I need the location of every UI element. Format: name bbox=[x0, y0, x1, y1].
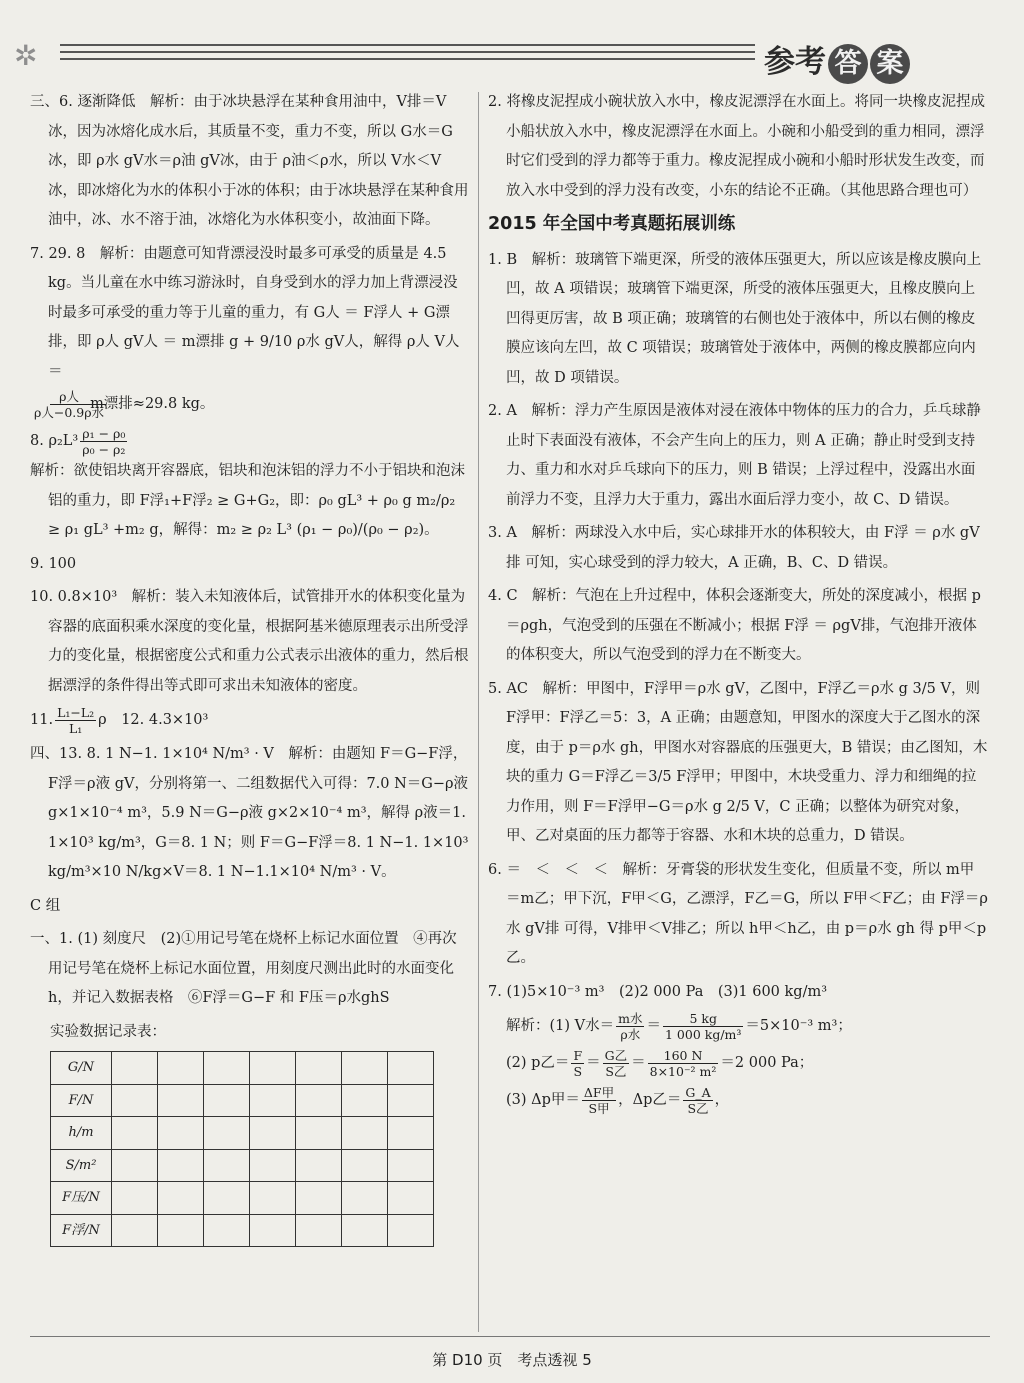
section-title: 2015 年全国中考真题拓展训练 bbox=[488, 214, 736, 234]
table-cell bbox=[204, 1182, 250, 1215]
table-cell bbox=[204, 1117, 250, 1150]
table-cell bbox=[388, 1084, 434, 1117]
header-title-circle-2: 案 bbox=[870, 44, 910, 84]
answer-r1: 1. B 解析：玻璃管下端更深，所受的液体压强更大，所以应该是橡皮膜向上凹，故 A 项错误；玻璃管下端更深，所受的液体压强更大，且橡皮膜向上凹得更厉害，故 B 项正确；玻璃管的右侧也处于液体中，所以右侧的橡皮膜应该向左凹，故 C 项错误；玻璃管处于液体中，两侧的橡皮膜都应向内凹，故 D 项错误。 bbox=[488, 251, 982, 386]
answer-q13: 四、13. 8. 1 N−1. 1×10⁴ N/m³ · V 解析：由题知 F＝G−F浮，F浮＝ρ液 gV，分别将第一、二组数据代入可得：7.0 N＝G−ρ液 g×1×10⁻⁴ m³，5.9 N＝G−ρ液 g×2×10⁻⁴ m³，解得 ρ液＝1. 1×10³ kg/m³，G＝8. 1 N；则 F＝G−F浮＝8. 1 N−1. 1×10³ kg/m³×10 N/kg×V＝8. 1 N−1.1×10⁴ N/m³ · V。 bbox=[30, 746, 469, 880]
solution-3-pre: (3) Δp甲＝ bbox=[506, 1091, 580, 1108]
table-cell bbox=[296, 1084, 342, 1117]
fraction-num: F bbox=[573, 1048, 583, 1063]
table-cell bbox=[112, 1214, 158, 1247]
table-cell bbox=[250, 1084, 296, 1117]
table-cell bbox=[204, 1149, 250, 1182]
table-row bbox=[51, 1149, 434, 1182]
answer-r3: 3. A 解析：两球没入水中后，实心球排开水的体积较大，由 F浮 ＝ ρ水 gV排 可知，实心球受到的浮力较大，A 正确，B、C、D 错误。 bbox=[488, 525, 980, 571]
solution-1-pre: 解析：(1) V水＝ bbox=[506, 1017, 615, 1034]
equals-sign: ＝ bbox=[631, 1054, 646, 1071]
table-caption: 实验数据记录表： bbox=[50, 1023, 166, 1040]
table-cell bbox=[158, 1182, 204, 1215]
table-cell bbox=[342, 1182, 388, 1215]
solution-line-2 bbox=[488, 1048, 988, 1079]
footer-rule bbox=[30, 1336, 990, 1337]
table-cell bbox=[342, 1052, 388, 1085]
answer-q9: 9. 100 bbox=[30, 555, 77, 572]
table-row-header: S/m² bbox=[51, 1149, 112, 1182]
table-cell bbox=[112, 1149, 158, 1182]
solution-2-tail: ＝2 000 Pa； bbox=[720, 1054, 814, 1071]
table-row bbox=[51, 1084, 434, 1117]
fraction-den: S甲 bbox=[588, 1101, 610, 1116]
solution-line-3 bbox=[488, 1085, 988, 1116]
fraction-den: S乙 bbox=[687, 1101, 709, 1116]
table-row bbox=[51, 1182, 434, 1215]
fraction-den: 8×10⁻² m² bbox=[649, 1064, 717, 1079]
table-row-header: F/N bbox=[51, 1084, 112, 1117]
header-title-prefix: 参考 bbox=[764, 44, 826, 80]
fraction-num: ΔF甲 bbox=[583, 1085, 615, 1100]
table-cell bbox=[342, 1149, 388, 1182]
table-cell bbox=[296, 1214, 342, 1247]
table-row bbox=[51, 1214, 434, 1247]
answer-q7-formula bbox=[34, 389, 470, 420]
fraction bbox=[616, 1011, 644, 1042]
answer-q6: 三、6. 逐渐降低 解析：由于冰块悬浮在某种食用油中，V排＝V冰，因为冰熔化成水后，其质量不变，重力不变，所以 G水＝G冰，即 ρ水 gV水＝ρ油 gV冰，由于 ρ油＜ρ水，所以 V水＜V冰，即冰熔化为水的体积小于冰的体积；由于冰块悬浮在某种食用油中，冰、水不溶于油，冰熔化为水体积变小，故油面下降。 bbox=[30, 94, 469, 228]
page-header bbox=[0, 0, 1024, 90]
table-cell bbox=[112, 1052, 158, 1085]
fraction-den: L₁ bbox=[68, 721, 83, 736]
table-cell bbox=[158, 1084, 204, 1117]
answer-r6: 6. ＝ ＜ ＜ ＜ 解析：牙膏袋的形状发生变化，但质量不变，所以 m甲＝m乙；甲下沉，F甲＜G，乙漂浮，F乙＝G，所以 F甲＜F乙；由 F浮＝ρ水 gV排 可得，V排甲＜V排乙；所以 h甲＜h乙，由 p＝ρ水 gh 得 p甲＜p乙。 bbox=[488, 861, 988, 966]
table-cell bbox=[296, 1052, 342, 1085]
answer-q7-text: 7. 29. 8 解析：由题意可知背漂浸没时最多可承受的质量是 4.5 kg。当儿童在水中练习游泳时，自身受到水的浮力加上背漂浸没时最多可承受的重力等于儿童的重力，有 G人 ＝ F浮人 + G漂排，即 ρ人 gV人 ＝ m漂排 g + 9/10 ρ水 gV人，解得 ρ人 V人 ＝ bbox=[30, 245, 460, 380]
table-cell bbox=[342, 1117, 388, 1150]
solution-2-pre: (2) p乙＝ bbox=[506, 1054, 570, 1071]
answer-r5: 5. AC 解析：甲图中，F浮甲＝ρ水 gV，乙图中，F浮乙＝ρ水 g 3/5 V，则 F浮甲：F浮乙＝5：3，A 正确；由题意知，甲图水的深度大于乙图水的深度，由于 p＝ρ水 gh，甲图水对容器底的压强更大，B 错误；由乙图知，木块的重力 G＝F浮乙＝3/5 F浮甲；甲图中，木块受重力、浮力和细绳的拉力作用，则 F＝F浮甲−G＝ρ水 g 2/5 V，C 正确；以整体为研究对象，甲、乙对桌面的压力都等于容器、水和木块的总重力，D 错误。 bbox=[488, 680, 988, 844]
fraction-den: S bbox=[573, 1064, 583, 1079]
fraction-num: m水 bbox=[618, 1011, 643, 1026]
fraction-den: ρ人−0.9ρ水 bbox=[34, 405, 105, 420]
fraction bbox=[582, 1085, 616, 1116]
fraction bbox=[55, 705, 96, 736]
data-record-table bbox=[50, 1051, 434, 1247]
answer-q8-head bbox=[30, 426, 470, 457]
table-cell bbox=[296, 1182, 342, 1215]
header-title bbox=[764, 36, 910, 84]
table-cell bbox=[204, 1052, 250, 1085]
solution-3-mid: ，Δp乙＝ bbox=[618, 1091, 682, 1108]
fraction-num: L₁−L₂ bbox=[57, 705, 95, 720]
answer-q8-value: 8. ρ₂L³ bbox=[30, 432, 79, 449]
answer-c1: 一、1. (1) 刻度尺 (2)①用记号笔在烧杯上标记水面位置 ④再次用记号笔在烧杯上标记水面位置，用刻度尺测出此时的水面变化 h，并记入数据表格 ⑥F浮＝G−F 和 F压＝ρ水ghS bbox=[30, 931, 457, 1006]
answer-q8 bbox=[30, 426, 470, 546]
page-footer: 第 D10 页 考点透视 5 bbox=[432, 1351, 592, 1369]
answer-2: 2. 将橡皮泥捏成小碗状放入水中，橡皮泥漂浮在水面上。将同一块橡皮泥捏成小船状放入水中，橡皮泥漂浮在水面上。小碗和小船受到的重力相同，漂浮时它们受到的浮力都等于重力。橡皮泥捏成小碗和小船时形状发生改变，而放入水中受到的浮力没有改变，小东的结论不正确。（其他思路合理也可） bbox=[488, 94, 985, 199]
answer-q11-label: 11. bbox=[30, 711, 54, 728]
table-cell bbox=[204, 1084, 250, 1117]
fraction bbox=[603, 1048, 630, 1079]
column-divider bbox=[478, 92, 479, 1332]
table-row-header: F压/N bbox=[51, 1182, 112, 1215]
table-row bbox=[51, 1052, 434, 1085]
fraction-num: G乙 bbox=[604, 1048, 628, 1063]
answer-q11-12 bbox=[30, 705, 470, 736]
answer-q11-tail: ρ 12. 4.3×10³ bbox=[98, 711, 209, 728]
table-cell bbox=[388, 1052, 434, 1085]
answer-r4: 4. C 解析：气泡在上升过程中，体积会逐渐变大，所处的深度减小，根据 p＝ρgh，气泡受到的压强在不断减小；根据 F浮 ＝ ρgV排，气泡排开液体的体积变大，所以气泡受到的浮力在不断变大。 bbox=[488, 588, 981, 663]
table-cell bbox=[158, 1052, 204, 1085]
table-cell bbox=[112, 1084, 158, 1117]
fraction bbox=[80, 426, 127, 457]
answer-r7: 7. (1)5×10⁻³ m³ (2)2 000 Pa (3)1 600 kg/m³ bbox=[488, 983, 828, 1000]
table-cell bbox=[388, 1182, 434, 1215]
left-column bbox=[30, 88, 470, 1247]
fraction-num: ρ人 bbox=[50, 389, 106, 405]
fraction-num: 5 kg bbox=[663, 1011, 743, 1027]
gear-icon: ✲ bbox=[14, 39, 38, 72]
fraction-num: ρ₁ − ρ₀ bbox=[82, 426, 126, 441]
table-cell bbox=[250, 1149, 296, 1182]
table-row bbox=[51, 1117, 434, 1150]
fraction-den: ρ水 bbox=[620, 1027, 641, 1042]
table-cell bbox=[250, 1182, 296, 1215]
header-rule bbox=[60, 44, 755, 65]
solution-1-tail: ＝5×10⁻³ m³； bbox=[745, 1017, 852, 1034]
table-row-header: G/N bbox=[51, 1052, 112, 1085]
answer-q7-tail: m漂排≈29.8 kg。 bbox=[90, 395, 215, 412]
solution-line-1 bbox=[488, 1011, 988, 1042]
answer-q10: 10. 0.8×10³ 解析：装入未知液体后，试管排开水的体积变化量为容器的底面积乘水深度的变化量，根据阿基米德原理表示出所受浮力的变化量，根据密度公式和重力公式表示出液体的重力，然后根据漂浮的条件得出等式即可求出未知液体的密度。 bbox=[30, 589, 469, 694]
fraction-num: G_A bbox=[685, 1085, 711, 1100]
table-cell bbox=[158, 1149, 204, 1182]
answer-q8-text: 解析：欲使铝块离开容器底，铝块和泡沫铝的浮力不小于铝块和泡沫铝的重力，即 F浮₁+F浮₂ ≥ G+G₂，即：ρ₀ gL³ + ρ₀ g m₂/ρ₂ ≥ ρ₁ gL³ +m₂ g，解得：m₂ ≥ ρ₂ L³ (ρ₁ − ρ₀)/(ρ₀ − ρ₂)。 bbox=[30, 463, 465, 538]
solution-3-tail: ， bbox=[714, 1091, 730, 1108]
table-cell bbox=[250, 1052, 296, 1085]
answer-r2: 2. A 解析：浮力产生原因是液体对浸在液体中物体的压力的合力，乒乓球静止时下表面没有液体，不会产生向上的压力，则 A 正确；静止时受到支持力、重力和水对乒乓球向下的压力，则 B 错误；上浮过程中，没露出水面前浮力不变，且浮力大于重力，露出水面后浮力变小，故 C、D 错误。 bbox=[488, 403, 981, 508]
table-cell bbox=[204, 1214, 250, 1247]
header-title-circle-1: 答 bbox=[828, 44, 868, 84]
fraction bbox=[683, 1085, 712, 1116]
group-c-label: C 组 bbox=[30, 897, 61, 914]
table-cell bbox=[250, 1214, 296, 1247]
table-cell bbox=[250, 1117, 296, 1150]
fraction bbox=[648, 1048, 719, 1079]
fraction-den: S乙 bbox=[605, 1064, 627, 1079]
table-cell bbox=[112, 1182, 158, 1215]
table-cell bbox=[158, 1117, 204, 1150]
fraction-den: 1 000 kg/m³ bbox=[664, 1027, 742, 1042]
fraction-den: ρ₀ − ρ₂ bbox=[82, 442, 126, 457]
table-cell bbox=[296, 1149, 342, 1182]
table-cell bbox=[388, 1117, 434, 1150]
fraction bbox=[663, 1011, 743, 1042]
table-cell bbox=[388, 1149, 434, 1182]
table-cell bbox=[342, 1214, 388, 1247]
equals-sign: ＝ bbox=[586, 1054, 601, 1071]
table-cell bbox=[112, 1117, 158, 1150]
table-cell bbox=[388, 1214, 434, 1247]
answer-q7 bbox=[30, 240, 470, 421]
fraction-num: 160 N bbox=[648, 1048, 719, 1064]
table-cell bbox=[342, 1084, 388, 1117]
table-cell bbox=[158, 1214, 204, 1247]
fraction bbox=[571, 1048, 584, 1079]
table-cell bbox=[296, 1117, 342, 1150]
table-row-header: h/m bbox=[51, 1117, 112, 1150]
table-row-header: F浮/N bbox=[51, 1214, 112, 1247]
right-column bbox=[488, 88, 988, 1122]
equals-sign: ＝ bbox=[646, 1017, 661, 1034]
